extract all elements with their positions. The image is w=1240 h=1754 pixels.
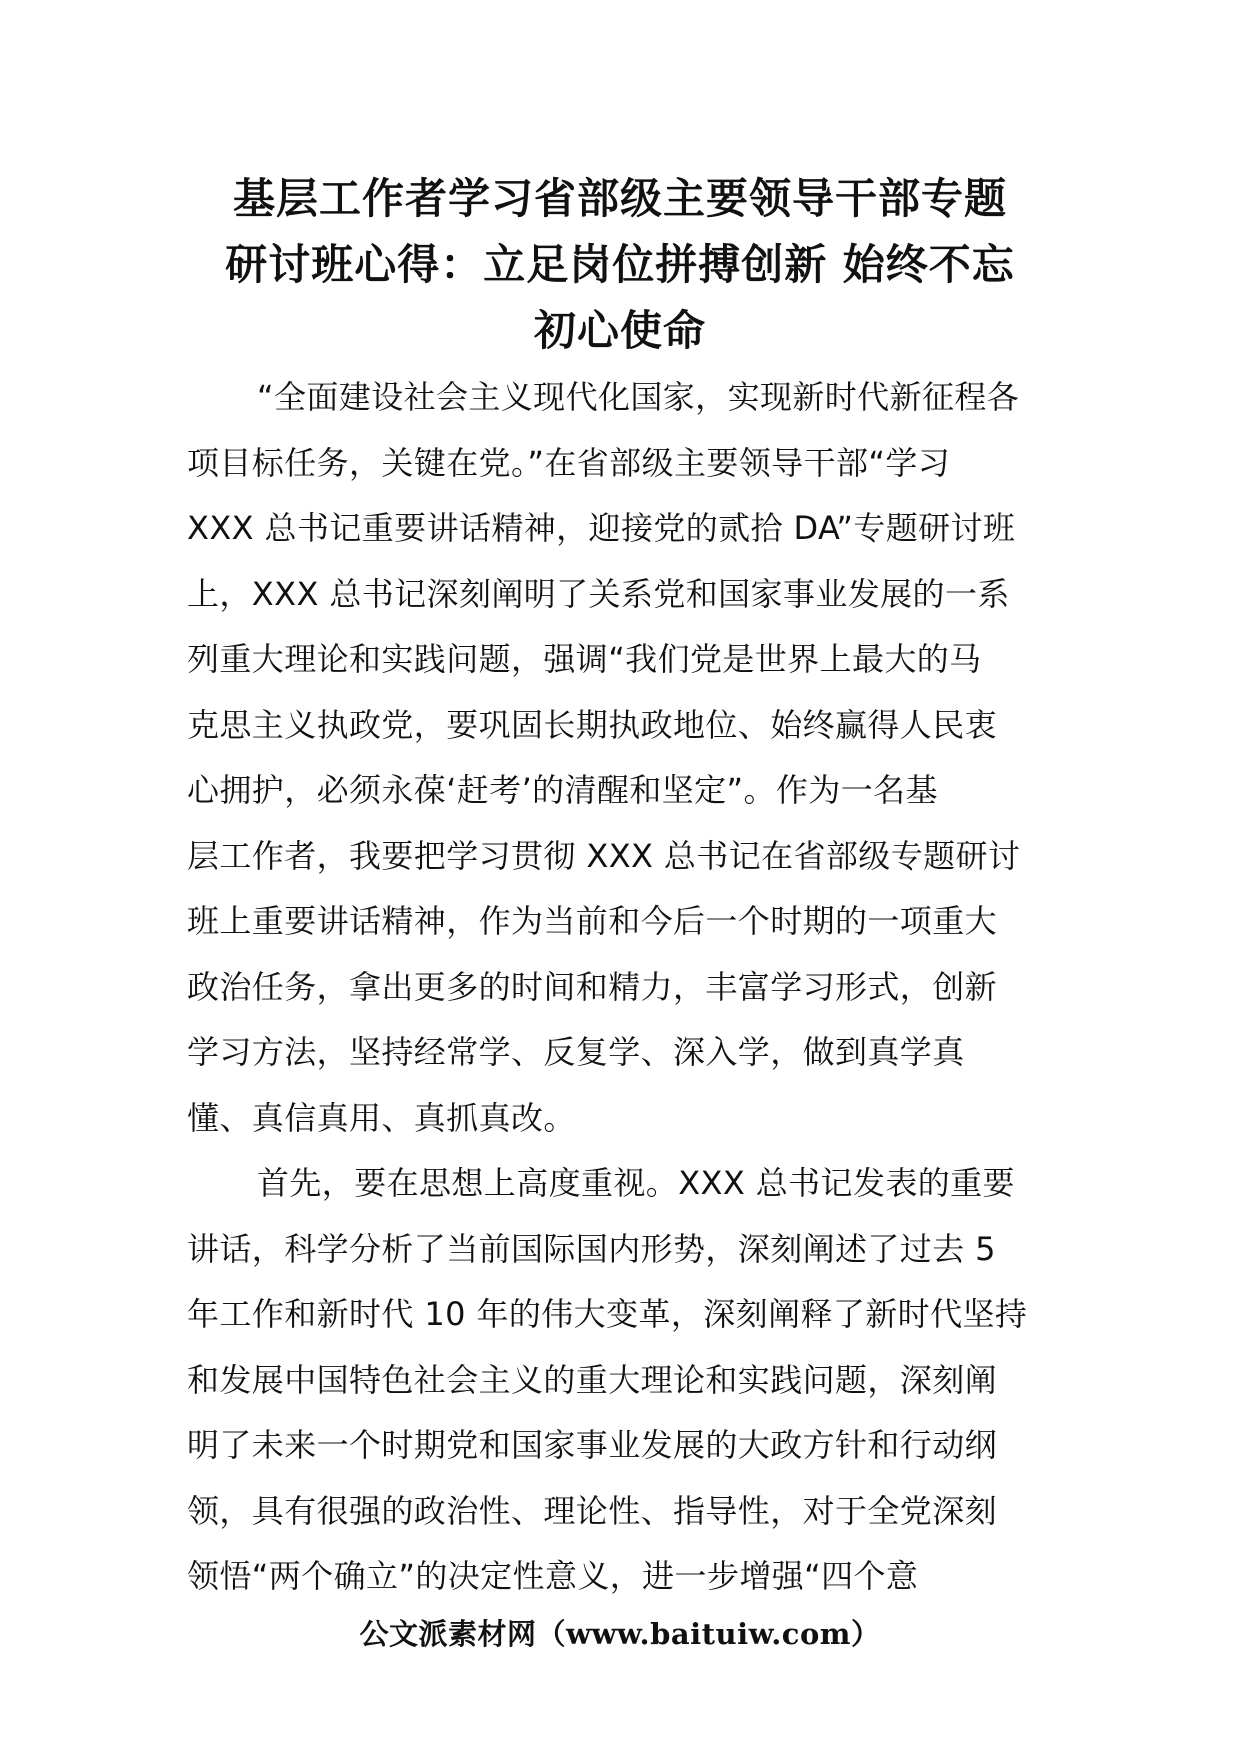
- text-line: 领，具有很强的政治性、理论性、指导性，对于全党深刻: [187, 1491, 998, 1530]
- text-line: 明了未来一个时期党和国家事业发展的大政方针和行动纲: [187, 1426, 998, 1464]
- text-line: 上，XXX 总书记深刻阐明了关系党和国家事业发展的一系: [187, 574, 1010, 613]
- text-line: 政治任务，拿出更多的时间和精力，丰富学习形式，创新: [187, 967, 998, 1006]
- text-line: 列重大理论和实践问题，强调“我们党是世界上最大的马: [187, 640, 982, 678]
- title-line: 初心使命: [533, 306, 706, 355]
- text-line: 心拥护，必须永葆‘赶考’的清醒和坚定”。作为一名基: [187, 771, 938, 809]
- text-line: 克思主义执政党，要巩固长期执政地位、始终赢得人民衷: [187, 705, 998, 744]
- text-line: 领悟“两个确立”的决定性意义，进一步增强“四个意: [187, 1557, 919, 1595]
- text-line: 懂、真信真用、真抓真改。: [187, 1098, 576, 1137]
- text-line: 首先，要在思想上高度重视。XXX 总书记发表的重要: [257, 1164, 1015, 1202]
- paragraph-2: [187, 1151, 1057, 1610]
- text-line: XXX 总书记重要讲话精神，迎接党的贰拾 DA”专题研讨班: [187, 509, 1016, 547]
- document-title: [185, 166, 1055, 364]
- text-line: 班上重要讲话精神，作为当前和今后一个时期的一项重大: [187, 902, 998, 940]
- text-line: “全面建设社会主义现代化国家，实现新时代新征程各: [257, 378, 1020, 416]
- paragraph-1: [187, 365, 1057, 1151]
- text-line: 讲话，科学分析了当前国际国内形势，深刻阐述了过去 5: [187, 1229, 996, 1268]
- text-line: 学习方法，坚持经常学、反复学、深入学，做到真学真: [187, 1033, 965, 1071]
- text-line: 和发展中国特色社会主义的重大理论和实践问题，深刻阐: [187, 1360, 998, 1399]
- text-line: 年工作和新时代 10 年的伟大变革，深刻阐释了新时代坚持: [187, 1295, 1028, 1333]
- text-line: 层工作者，我要把学习贯彻 XXX 总书记在省部级专题研讨: [187, 836, 1021, 875]
- title-line: 研讨班心得：立足岗位拼搏创新 始终不忘: [225, 240, 1015, 289]
- footer-watermark: 公文派素材网（www.baituiw.com）: [359, 1617, 881, 1651]
- title-line: 基层工作者学习省部级主要领导干部专题: [232, 174, 1007, 223]
- document-body: [187, 365, 1057, 1610]
- text-line: 项目标任务，关键在党。”在省部级主要领导干部“学习: [187, 443, 951, 482]
